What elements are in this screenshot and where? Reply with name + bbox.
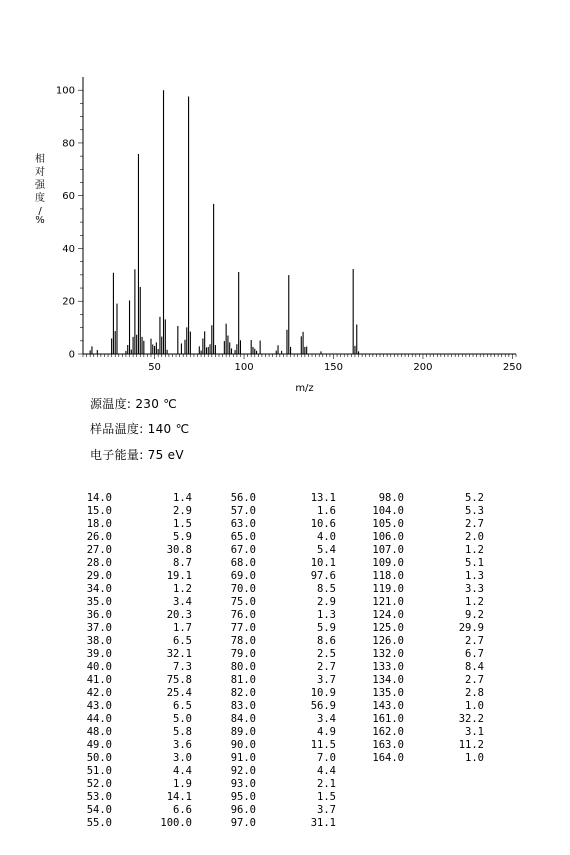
intensity-value: 4.0: [317, 531, 336, 543]
intensity-value: 5.8: [173, 726, 192, 738]
peak-row: [344, 557, 484, 570]
mz-value: 38.0: [86, 635, 112, 647]
mz-value: 98.0: [378, 492, 404, 504]
peak-row: [196, 609, 336, 622]
intensity-value: 100.0: [160, 817, 192, 829]
mz-value: 77.0: [230, 622, 256, 634]
x-tick-label: 100: [234, 362, 254, 373]
intensity-value: 25.4: [166, 687, 192, 699]
intensity-value: 31.1: [310, 817, 336, 829]
peak-row: [344, 648, 484, 661]
intensity-value: 3.7: [317, 804, 336, 816]
mz-value: 132.0: [372, 648, 404, 660]
x-tick-label: 150: [323, 362, 344, 373]
mz-value: 91.0: [230, 752, 256, 764]
peak-row: [344, 713, 484, 726]
y-tick-label: 100: [55, 85, 75, 97]
intensity-value: 75.8: [166, 674, 192, 686]
peak-table-column: [344, 492, 484, 765]
peak-row: [344, 661, 484, 674]
mz-value: 162.0: [372, 726, 404, 738]
intensity-value: 14.1: [166, 791, 192, 803]
mz-value: 82.0: [230, 687, 256, 699]
mz-value: 49.0: [86, 739, 112, 751]
mz-value: 119.0: [372, 583, 404, 595]
peak-row: [196, 687, 336, 700]
intensity-value: 8.6: [317, 635, 336, 647]
mz-value: 42.0: [86, 687, 112, 699]
mz-value: 48.0: [86, 726, 112, 738]
peak-row: [196, 765, 336, 778]
peak-row: [196, 648, 336, 661]
peak-row: [52, 765, 192, 778]
mz-value: 133.0: [372, 661, 404, 673]
intensity-value: 56.9: [310, 700, 336, 712]
peak-row: [196, 583, 336, 596]
mz-value: 36.0: [86, 609, 112, 621]
mz-value: 80.0: [230, 661, 256, 673]
peak-row: [52, 713, 192, 726]
intensity-value: 5.1: [465, 557, 484, 569]
intensity-value: 6.5: [173, 700, 192, 712]
mz-value: 164.0: [372, 752, 404, 764]
intensity-value: 2.7: [465, 518, 484, 530]
peak-row: [52, 752, 192, 765]
sample-temperature: 样品温度: 140 ℃: [90, 422, 190, 436]
intensity-value: 8.7: [173, 557, 192, 569]
y-tick-label: 20: [62, 296, 75, 308]
intensity-value: 19.1: [166, 570, 192, 582]
intensity-value: 97.6: [310, 570, 336, 582]
peak-row: [196, 752, 336, 765]
mz-value: 51.0: [86, 765, 112, 777]
intensity-value: 10.1: [310, 557, 336, 569]
peak-row: [344, 531, 484, 544]
peak-row: [52, 817, 192, 830]
peak-row: [52, 531, 192, 544]
intensity-value: 8.5: [317, 583, 336, 595]
mz-value: 84.0: [230, 713, 256, 725]
peak-row: [52, 726, 192, 739]
peak-row: [52, 791, 192, 804]
mz-value: 89.0: [230, 726, 256, 738]
mz-value: 90.0: [230, 739, 256, 751]
intensity-value: 1.2: [465, 544, 484, 556]
intensity-value: 2.1: [317, 778, 336, 790]
peak-table-column: [52, 492, 192, 830]
mz-value: 92.0: [230, 765, 256, 777]
intensity-value: 10.6: [310, 518, 336, 530]
intensity-value: 3.4: [317, 713, 336, 725]
mz-value: 104.0: [372, 505, 404, 517]
peak-row: [196, 739, 336, 752]
mz-value: 40.0: [86, 661, 112, 673]
intensity-value: 20.3: [166, 609, 192, 621]
peak-row: [196, 557, 336, 570]
mz-value: 35.0: [86, 596, 112, 608]
intensity-value: 1.2: [173, 583, 192, 595]
mz-value: 26.0: [86, 531, 112, 543]
mz-value: 68.0: [230, 557, 256, 569]
peak-row: [196, 713, 336, 726]
peak-row: [52, 661, 192, 674]
mz-value: 81.0: [230, 674, 256, 686]
intensity-value: 6.5: [173, 635, 192, 647]
mz-value: 29.0: [86, 570, 112, 582]
intensity-value: 6.6: [173, 804, 192, 816]
mz-value: 14.0: [86, 492, 112, 504]
mz-value: 93.0: [230, 778, 256, 790]
intensity-value: 5.2: [465, 492, 484, 504]
mz-value: 163.0: [372, 739, 404, 751]
intensity-value: 2.7: [465, 674, 484, 686]
peak-row: [52, 622, 192, 635]
mz-value: 118.0: [372, 570, 404, 582]
peak-row: [344, 570, 484, 583]
x-tick-label: 250: [502, 362, 522, 373]
peak-row: [196, 570, 336, 583]
intensity-value: 2.7: [465, 635, 484, 647]
intensity-value: 8.4: [465, 661, 484, 673]
intensity-value: 11.2: [458, 739, 484, 751]
peak-row: [344, 726, 484, 739]
peak-row: [196, 635, 336, 648]
mz-value: 134.0: [372, 674, 404, 686]
mz-value: 54.0: [86, 804, 112, 816]
mz-value: 76.0: [230, 609, 256, 621]
mz-value: 97.0: [230, 817, 256, 829]
source-temperature: 源温度: 230 ℃: [90, 397, 178, 411]
mz-value: 15.0: [86, 505, 112, 517]
intensity-value: 2.7: [317, 661, 336, 673]
mz-value: 79.0: [230, 648, 256, 660]
mz-value: 34.0: [86, 583, 112, 595]
intensity-value: 3.0: [173, 752, 192, 764]
peak-row: [344, 635, 484, 648]
peak-row: [52, 570, 192, 583]
peak-row: [196, 726, 336, 739]
mz-value: 44.0: [86, 713, 112, 725]
y-tick-label: 60: [62, 191, 75, 203]
intensity-value: 2.8: [465, 687, 484, 699]
intensity-value: 5.9: [317, 622, 336, 634]
peak-row: [344, 609, 484, 622]
peak-table-column: [196, 492, 336, 830]
intensity-value: 1.3: [465, 570, 484, 582]
intensity-value: 2.9: [317, 596, 336, 608]
intensity-value: 30.8: [166, 544, 192, 556]
peak-row: [52, 739, 192, 752]
peak-row: [196, 674, 336, 687]
peak-row: [196, 531, 336, 544]
intensity-value: 4.4: [173, 765, 192, 777]
mass-spectrum-chart: [0, 0, 570, 400]
mz-value: 109.0: [372, 557, 404, 569]
mz-value: 105.0: [372, 518, 404, 530]
peak-row: [196, 518, 336, 531]
peak-row: [344, 505, 484, 518]
peak-row: [52, 596, 192, 609]
mz-value: 75.0: [230, 596, 256, 608]
intensity-value: 3.3: [465, 583, 484, 595]
peak-row: [52, 557, 192, 570]
intensity-value: 1.4: [173, 492, 192, 504]
intensity-value: 3.6: [173, 739, 192, 751]
peak-row: [52, 492, 192, 505]
mz-value: 55.0: [86, 817, 112, 829]
mz-value: 65.0: [230, 531, 256, 543]
mz-value: 70.0: [230, 583, 256, 595]
intensity-value: 1.9: [173, 778, 192, 790]
peak-row: [196, 505, 336, 518]
peak-row: [52, 700, 192, 713]
peak-row: [52, 635, 192, 648]
mz-value: 135.0: [372, 687, 404, 699]
peak-row: [344, 596, 484, 609]
peak-row: [52, 544, 192, 557]
peak-row: [344, 583, 484, 596]
peak-row: [196, 804, 336, 817]
mz-value: 43.0: [86, 700, 112, 712]
peak-row: [52, 648, 192, 661]
y-tick-label: 0: [68, 349, 75, 361]
peak-row: [344, 739, 484, 752]
peak-row: [196, 544, 336, 557]
intensity-value: 32.2: [458, 713, 484, 725]
mz-value: 106.0: [372, 531, 404, 543]
peak-row: [196, 596, 336, 609]
mz-value: 69.0: [230, 570, 256, 582]
y-tick-label: 40: [62, 243, 75, 255]
intensity-value: 1.0: [465, 752, 484, 764]
peak-row: [196, 791, 336, 804]
mz-value: 28.0: [86, 557, 112, 569]
peak-row: [52, 518, 192, 531]
intensity-value: 29.9: [458, 622, 484, 634]
intensity-value: 3.4: [173, 596, 192, 608]
mz-value: 18.0: [86, 518, 112, 530]
mz-value: 41.0: [86, 674, 112, 686]
intensity-value: 6.7: [465, 648, 484, 660]
peak-row: [52, 583, 192, 596]
intensity-value: 1.6: [317, 505, 336, 517]
peak-row: [52, 609, 192, 622]
peak-row: [52, 778, 192, 791]
mz-value: 27.0: [86, 544, 112, 556]
peak-row: [52, 505, 192, 518]
mz-value: 53.0: [86, 791, 112, 803]
intensity-value: 7.0: [317, 752, 336, 764]
mz-value: 124.0: [372, 609, 404, 621]
x-axis-label: m/z: [295, 383, 314, 394]
peak-row: [344, 700, 484, 713]
peak-row: [196, 778, 336, 791]
mz-value: 78.0: [230, 635, 256, 647]
mz-value: 107.0: [372, 544, 404, 556]
peak-row: [52, 687, 192, 700]
mz-value: 37.0: [86, 622, 112, 634]
peak-row: [196, 661, 336, 674]
peak-row: [344, 674, 484, 687]
intensity-value: 1.2: [465, 596, 484, 608]
intensity-value: 2.0: [465, 531, 484, 543]
intensity-value: 3.1: [465, 726, 484, 738]
peak-row: [196, 700, 336, 713]
intensity-value: 1.5: [173, 518, 192, 530]
intensity-value: 13.1: [310, 492, 336, 504]
x-tick-label: 50: [148, 362, 161, 373]
peak-row: [196, 492, 336, 505]
mz-value: 125.0: [372, 622, 404, 634]
peak-row: [344, 518, 484, 531]
intensity-value: 1.0: [465, 700, 484, 712]
intensity-value: 3.7: [317, 674, 336, 686]
intensity-value: 7.3: [173, 661, 192, 673]
intensity-value: 9.2: [465, 609, 484, 621]
peak-row: [196, 817, 336, 830]
mz-value: 63.0: [230, 518, 256, 530]
intensity-value: 5.3: [465, 505, 484, 517]
intensity-value: 4.4: [317, 765, 336, 777]
mz-value: 52.0: [86, 778, 112, 790]
peak-row: [344, 622, 484, 635]
intensity-value: 11.5: [310, 739, 336, 751]
mz-value: 39.0: [86, 648, 112, 660]
peak-row: [344, 492, 484, 505]
intensity-value: 5.4: [317, 544, 336, 556]
mz-value: 121.0: [372, 596, 404, 608]
peak-row: [196, 622, 336, 635]
peak-row: [344, 687, 484, 700]
y-tick-label: 80: [62, 138, 75, 150]
peak-row: [344, 752, 484, 765]
intensity-value: 1.3: [317, 609, 336, 621]
electron-energy: 电子能量: 75 eV: [90, 448, 184, 462]
mz-value: 161.0: [372, 713, 404, 725]
mz-value: 126.0: [372, 635, 404, 647]
intensity-value: 5.0: [173, 713, 192, 725]
peak-row: [52, 804, 192, 817]
intensity-value: 1.5: [317, 791, 336, 803]
intensity-value: 2.9: [173, 505, 192, 517]
plot-area: [35, 77, 522, 394]
mz-value: 83.0: [230, 700, 256, 712]
mz-value: 96.0: [230, 804, 256, 816]
mz-value: 56.0: [230, 492, 256, 504]
intensity-value: 10.9: [310, 687, 336, 699]
mz-value: 95.0: [230, 791, 256, 803]
mz-value: 143.0: [372, 700, 404, 712]
mz-value: 67.0: [230, 544, 256, 556]
peak-row: [52, 674, 192, 687]
y-axis-label: 相对强度/ %: [35, 154, 45, 226]
intensity-value: 4.9: [317, 726, 336, 738]
intensity-value: 5.9: [173, 531, 192, 543]
intensity-value: 32.1: [166, 648, 192, 660]
intensity-value: 1.7: [173, 622, 192, 634]
mz-value: 50.0: [86, 752, 112, 764]
intensity-value: 2.5: [317, 648, 336, 660]
x-tick-label: 200: [413, 362, 433, 373]
peak-row: [344, 544, 484, 557]
mz-value: 57.0: [230, 505, 256, 517]
